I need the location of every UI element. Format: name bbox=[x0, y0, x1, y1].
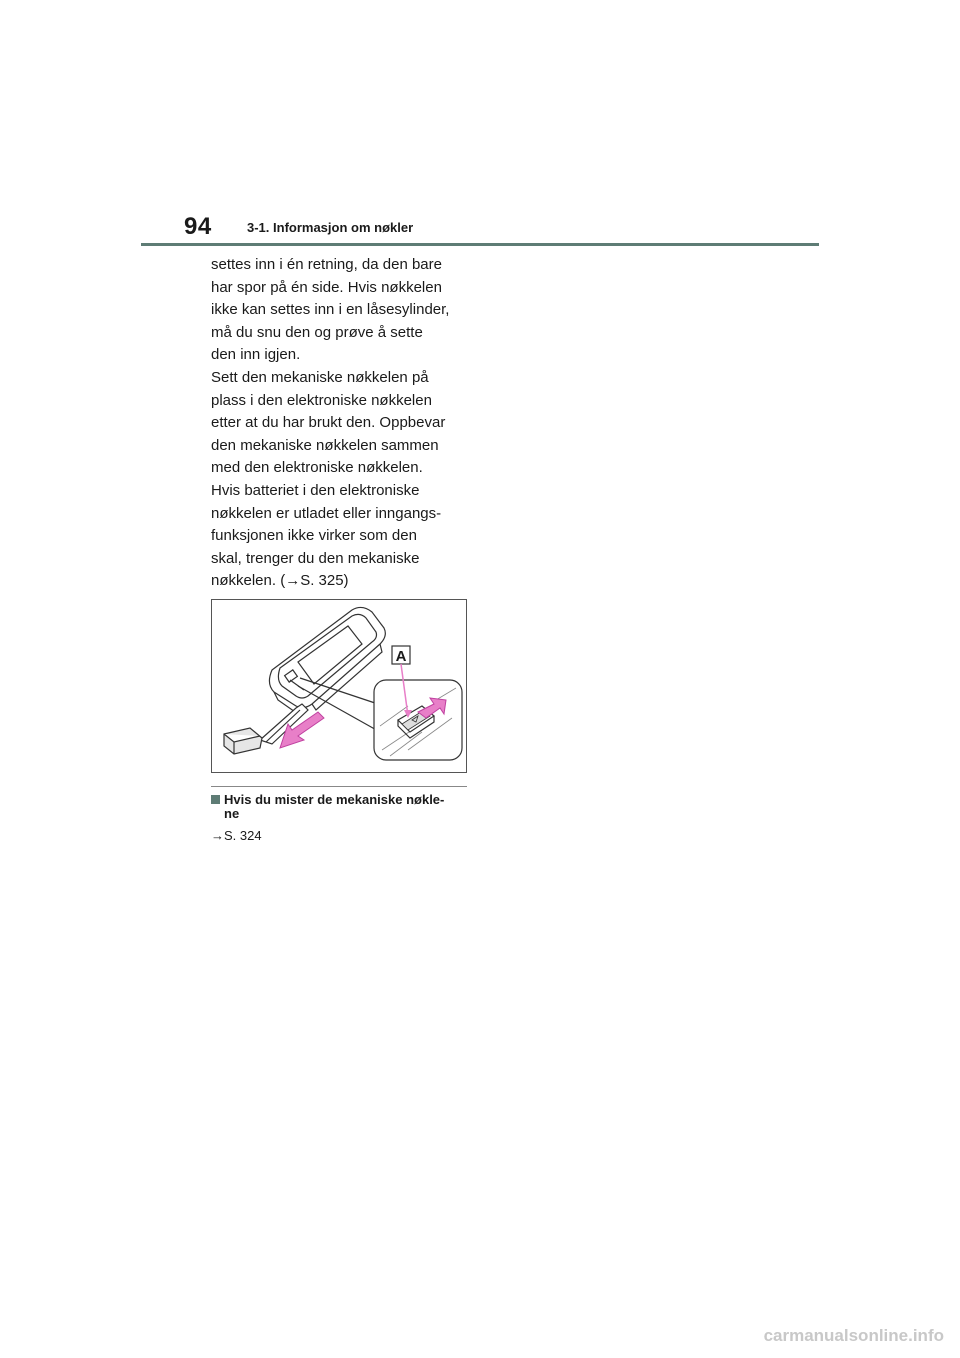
subheading-line-2: ne bbox=[224, 806, 240, 821]
text-line: skal, trenger du den mekaniske bbox=[211, 549, 420, 567]
text-line: etter at du har brukt den. Oppbevar bbox=[211, 414, 446, 432]
subsection-heading bbox=[211, 793, 471, 821]
section-title: 3-1. Informasjon om nøkler bbox=[247, 220, 414, 235]
text-line: Hvis batteriet i den elektroniske bbox=[211, 481, 420, 499]
text-line: Sett den mekaniske nøkkelen på bbox=[211, 369, 429, 386]
paragraph-insert-direction bbox=[211, 254, 481, 367]
text-line: med den elektroniske nøkkelen. bbox=[211, 459, 423, 477]
text-line: settes inn i én retning, da den bare bbox=[211, 256, 442, 273]
text-line: funksjonen ikke virker som den bbox=[211, 527, 417, 545]
subheading-line-1: Hvis du mister de mekaniske nøkle- bbox=[224, 792, 445, 807]
text-line: nøkkelen er utladet eller inngangs- bbox=[211, 504, 442, 522]
release-button-detail bbox=[374, 680, 462, 760]
header-rule bbox=[141, 243, 819, 246]
text-line: må du snu den og prøve å sette bbox=[211, 323, 423, 341]
callout-a-label: A bbox=[395, 648, 407, 665]
text-line: ikke kan settes inn i en låsesylinder, bbox=[211, 301, 450, 319]
page-reference: →S. 324 bbox=[211, 828, 262, 843]
text-line: har spor på én side. Hvis nøkkelen bbox=[211, 278, 442, 296]
electronic-key-icon bbox=[269, 607, 385, 714]
watermark-text: carmanualsonline.info bbox=[763, 1326, 944, 1345]
text-line: plass i den elektroniske nøkkelen bbox=[211, 391, 432, 409]
text-line: nøkkelen. (→S. 325) bbox=[211, 572, 349, 590]
key-illustration bbox=[211, 599, 467, 773]
text-line: den inn igjen. bbox=[211, 346, 301, 364]
figure-rule bbox=[211, 786, 467, 787]
page-number: 94 bbox=[184, 213, 212, 240]
text-line: den mekaniske nøkkelen sammen bbox=[211, 436, 439, 454]
section-square-icon bbox=[211, 795, 220, 804]
paragraph-store-key bbox=[211, 367, 481, 593]
key-illustration-svg bbox=[212, 600, 466, 772]
